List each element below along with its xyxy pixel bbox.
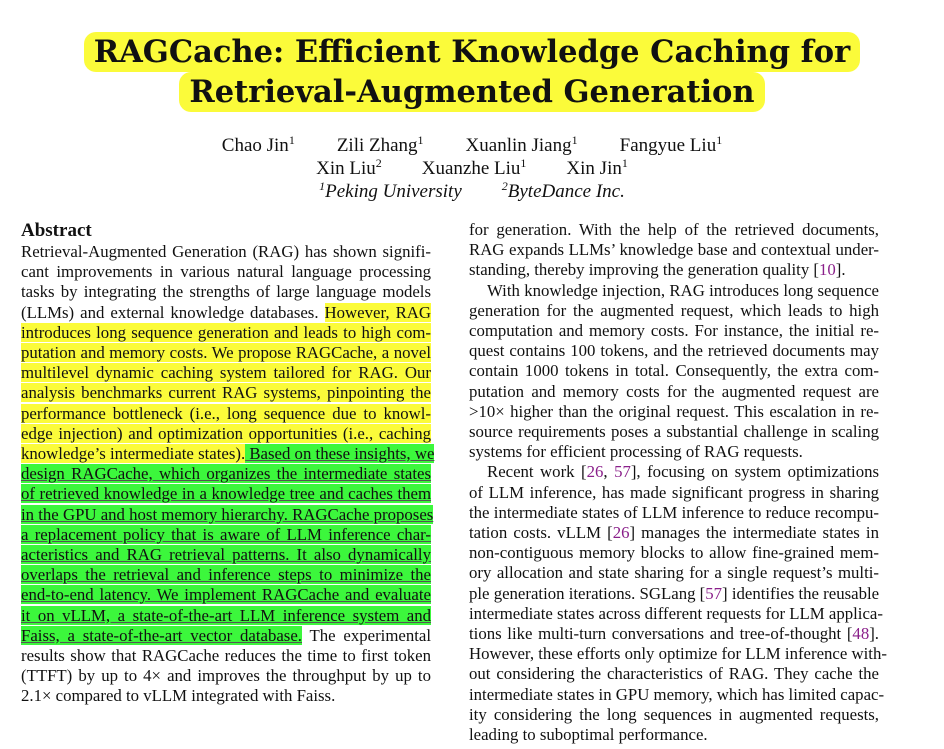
- affiliation-marker: 1: [417, 133, 424, 147]
- green-highlight: acteristics and RAG retrieval patterns. It also dynamically: [21, 545, 431, 565]
- text-line: [469, 563, 879, 583]
- title-line-1: RAGCache: Efficient Knowledge Caching for: [84, 32, 860, 72]
- affiliation-name: Peking University: [325, 181, 462, 202]
- author-name-text: Chao Jin: [221, 135, 289, 156]
- affiliation-marker: 1: [520, 156, 527, 170]
- author-name: [566, 158, 627, 179]
- text-line: [21, 504, 434, 525]
- text-run: >10× higher than the original request. This escalation in re-: [469, 401, 879, 421]
- citation-link[interactable]: 26: [586, 462, 604, 482]
- text-line: [469, 361, 879, 381]
- citation-link[interactable]: 57: [705, 583, 723, 603]
- green-highlight: Faiss, a state-of-the-art vector database.: [21, 625, 302, 645]
- author-name: [620, 135, 723, 156]
- yellow-highlight: However, RAG: [324, 302, 432, 322]
- author-row-2: [0, 157, 944, 180]
- affiliation: [502, 181, 625, 202]
- title-line-2: Retrieval-Augmented Generation: [179, 72, 764, 112]
- text-line: [469, 402, 879, 422]
- text-line: [21, 626, 431, 646]
- citation-link[interactable]: 26: [612, 523, 630, 543]
- text-run: ,: [603, 462, 615, 482]
- text-line: [21, 686, 431, 706]
- text-line: [469, 543, 879, 563]
- author-name-text: Xuanzhe Liu: [421, 158, 521, 179]
- text-line: [21, 404, 431, 424]
- text-run: tation costs. vLLM [: [469, 523, 613, 543]
- text-run: ].: [869, 624, 879, 644]
- text-run: ] identifies the reusable: [722, 583, 880, 603]
- text-run: ].: [835, 260, 846, 280]
- text-line: [21, 444, 435, 464]
- text-line: [469, 321, 879, 341]
- yellow-highlight: multilevel dynamic caching system tailored for RAG. Our: [21, 363, 431, 383]
- text-run: Recent work [: [487, 462, 587, 482]
- text-line: [469, 462, 879, 482]
- text-line: [469, 664, 879, 684]
- author-name-text: Zili Zhang: [336, 135, 418, 156]
- text-run: generation for the augmented request, which leads to high: [469, 300, 879, 320]
- author-name: [422, 158, 527, 179]
- text-line: [469, 503, 879, 523]
- yellow-highlight: knowledge’s intermediate states).: [21, 444, 246, 464]
- text-run: for generation. With the help of the retrieved documents,: [469, 220, 879, 239]
- text-run: of LLM inference, has made significant progress in sharing: [469, 482, 879, 502]
- text-run: Retrieval-Augmented Generation (RAG) has shown signifi-: [21, 242, 431, 261]
- text-run: ] manages the intermediate states in: [629, 523, 879, 543]
- text-line: [21, 282, 431, 302]
- text-line: [21, 262, 431, 282]
- text-run: ity considering the long sequences in augmented requests,: [469, 704, 879, 724]
- text-line: [21, 606, 431, 626]
- citation-link[interactable]: 48: [852, 624, 870, 644]
- text-run: ple generation iterations. SGLang [: [469, 583, 706, 603]
- author-name-text: Fangyue Liu: [619, 135, 717, 156]
- green-highlight: overlaps the retrieval and inference steps to minimize the: [21, 565, 431, 585]
- green-highlight: a replacement policy that is aware of LLM inference char-: [21, 524, 431, 544]
- text-run: computation and memory costs. For instance, the initial re-: [469, 321, 879, 341]
- text-line: [469, 422, 879, 442]
- affiliation: [319, 181, 462, 202]
- text-line: [469, 705, 879, 725]
- text-run: systems for efficient processing of RAG requests.: [469, 442, 803, 462]
- text-line: [21, 525, 431, 545]
- text-run: The experimental: [301, 625, 431, 645]
- abstract-body: [21, 242, 435, 707]
- text-run: 2.1× compared to vLLM integrated with Faiss.: [21, 686, 336, 706]
- abstract-heading: Abstract: [21, 220, 92, 241]
- text-run: putation and memory costs for the augmented request are: [469, 381, 879, 401]
- author-name: [316, 158, 382, 179]
- affiliation-marker: 1: [716, 133, 723, 147]
- author-row-1: [0, 134, 944, 157]
- right-column-body: [469, 220, 887, 745]
- citation-link[interactable]: 10: [819, 260, 836, 280]
- green-highlight: of retrieved knowledge in a knowledge tree and caches them: [21, 484, 431, 504]
- text-run: tions like multi-turn conversations and tree-of-thought [: [469, 624, 853, 644]
- text-line: [469, 260, 879, 280]
- text-line: [469, 644, 887, 664]
- yellow-highlight: performance bottleneck (i.e., long sequence due to knowl-: [21, 403, 431, 423]
- yellow-highlight: analysis benchmarks current RAG systems, pinpointing the: [21, 383, 431, 403]
- text-line: [21, 646, 431, 666]
- affiliation-number: 2: [501, 179, 508, 193]
- text-line: [469, 725, 879, 745]
- affiliation-marker: 1: [288, 133, 295, 147]
- text-line: [469, 341, 879, 361]
- author-name-text: Xin Jin: [566, 158, 622, 179]
- text-run: results show that RAGCache reduces the time to first token: [21, 646, 431, 666]
- text-run: leading to suboptimal performance.: [469, 725, 708, 745]
- text-run: RAG expands LLMs’ knowledge base and contextual under-: [469, 240, 879, 260]
- text-line: [21, 323, 431, 343]
- text-line: [469, 624, 879, 644]
- text-run: intermediate states across different requests for LLM applica-: [469, 603, 883, 623]
- text-run: (LLMs) and external knowledge databases.: [21, 302, 325, 322]
- text-run: non-contiguous memory blocks to allow fine-grained mem-: [469, 543, 879, 563]
- author-name: [337, 135, 424, 156]
- affiliation-marker: 1: [621, 156, 628, 170]
- text-line: [469, 281, 879, 301]
- text-line: [21, 303, 431, 323]
- text-line: [21, 666, 431, 686]
- text-run: (TTFT) by up to 4× and improves the throughput by up to: [21, 666, 431, 686]
- green-highlight: Based on these insights, we: [245, 444, 435, 464]
- text-line: [469, 523, 879, 543]
- text-run: quest contains 100 tokens, and the retrieved documents may: [469, 341, 879, 361]
- text-line: [21, 343, 431, 363]
- text-line: [469, 603, 883, 624]
- text-line: [469, 382, 879, 402]
- text-line: [21, 242, 431, 262]
- affiliation-number: 1: [319, 179, 326, 193]
- green-highlight: in the GPU and host memory hierarchy. RAGCache proposes: [21, 504, 434, 524]
- text-run: With knowledge injection, RAG introduces long sequence: [487, 280, 879, 300]
- text-run: the intermediate states of LLM inference to reduce recompu-: [469, 502, 879, 522]
- text-line: [469, 240, 879, 260]
- text-run: ], focusing on system optimizations: [630, 462, 880, 482]
- text-line: [21, 565, 431, 585]
- affiliation-marker: 2: [375, 156, 382, 170]
- text-run: ory allocation and state sharing for a single request’s multi-: [469, 563, 879, 583]
- text-line: [21, 484, 431, 504]
- text-line: [469, 584, 879, 604]
- text-line: [469, 442, 879, 462]
- text-run: cant improvements in various natural language processing: [21, 262, 431, 282]
- text-run: source requirements poses a substantial challenge in scaling: [469, 422, 879, 442]
- author-name-text: Xuanlin Jiang: [465, 135, 572, 156]
- affiliation-marker: 1: [571, 133, 578, 147]
- text-line: [469, 220, 879, 240]
- paper-title: [0, 32, 944, 112]
- text-line: [21, 424, 431, 444]
- author-name-text: Xin Liu: [316, 158, 376, 179]
- text-line: [469, 483, 879, 503]
- author-name: [466, 135, 578, 156]
- text-line: [21, 585, 431, 605]
- green-highlight: design RAGCache, which organizes the intermediate states: [21, 464, 431, 484]
- green-highlight: it on vLLM, a state-of-the-art LLM inference system and: [21, 605, 431, 625]
- text-run: intermediate states in GPU memory, which has limited capac-: [469, 684, 885, 704]
- text-run: However, these efforts only optimize for LLM inference with-: [469, 644, 887, 664]
- text-line: [21, 363, 431, 383]
- yellow-highlight: putation and memory costs. We propose RAGCache, a novel: [21, 343, 431, 363]
- affiliation-row: [0, 180, 944, 203]
- text-run: tasks by integrating the strengths of large language models: [21, 282, 431, 302]
- yellow-highlight: introduces long sequence generation and leads to high com-: [21, 322, 431, 342]
- citation-link[interactable]: 57: [614, 462, 631, 482]
- text-line: [469, 301, 879, 321]
- author-name: [222, 135, 295, 156]
- affiliation-name: ByteDance Inc.: [507, 181, 625, 202]
- yellow-highlight: edge injection) and optimization opportunities (i.e., caching: [21, 423, 431, 443]
- author-block: [0, 134, 944, 203]
- text-line: [469, 684, 885, 705]
- text-run: contain 1000 tokens in total. Consequently, the extra com-: [469, 361, 879, 381]
- text-run: out considering the characteristics of RAG. They cache the: [469, 664, 879, 684]
- text-line: [21, 545, 431, 565]
- green-highlight: end-to-end latency. We implement RAGCache and evaluate: [21, 585, 431, 605]
- text-run: standing, thereby improving the generation quality [: [469, 260, 819, 280]
- text-line: [21, 383, 431, 403]
- text-line: [21, 464, 431, 484]
